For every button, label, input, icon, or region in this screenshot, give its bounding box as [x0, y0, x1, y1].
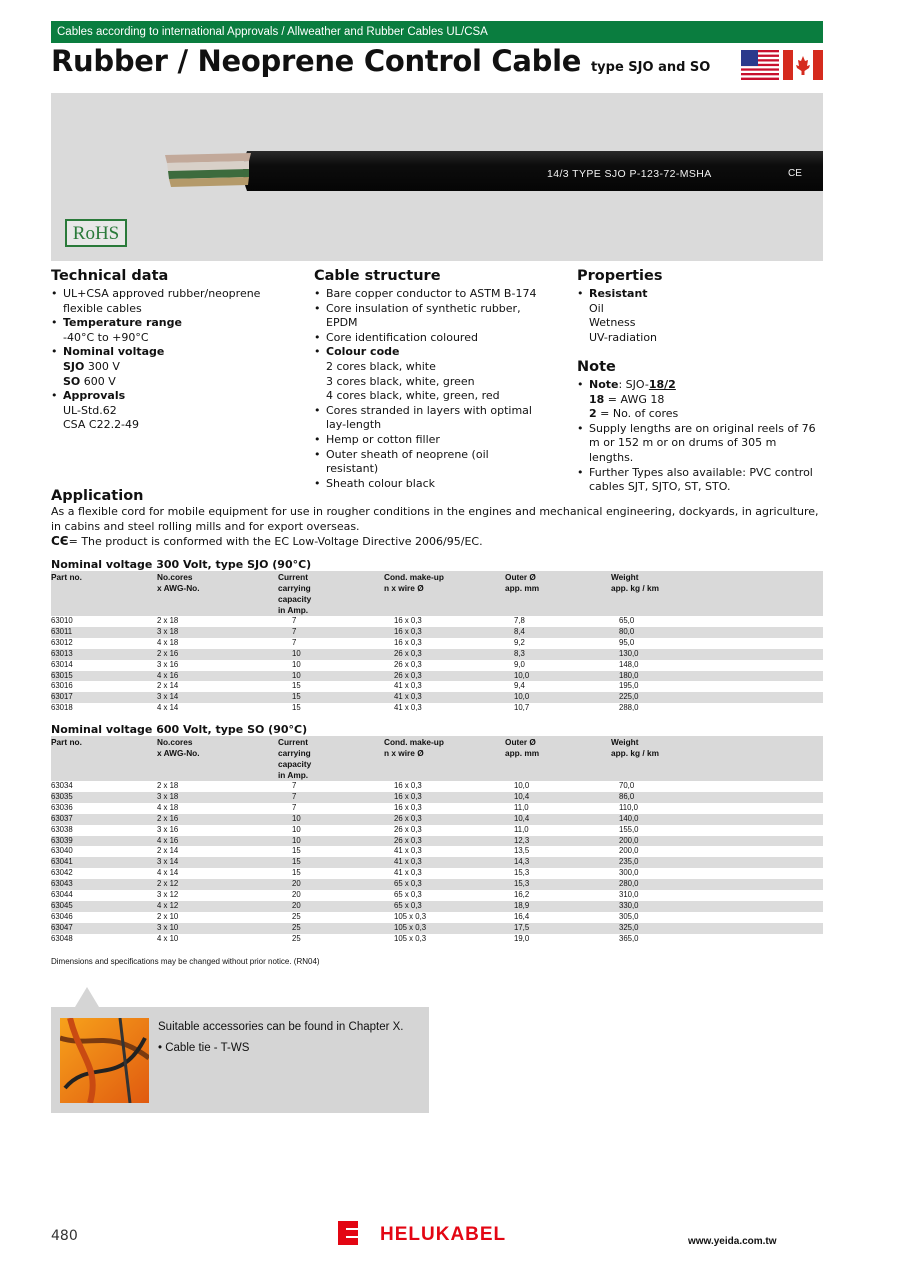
cell-current: 20: [292, 890, 301, 900]
table-600v: [51, 736, 823, 945]
cell-weight: 110,0: [619, 802, 638, 812]
cell-outer-dia: 17,5: [505, 923, 611, 934]
cell-cores: 2 x 14: [157, 846, 179, 856]
cell-current: 15: [278, 857, 384, 868]
cores-text: = No. of cores: [596, 407, 679, 421]
table-300v-section: [51, 558, 823, 714]
colour-code-label: Colour code: [326, 345, 400, 359]
cell-cores: 3 x 18: [157, 792, 278, 803]
cell-conductor: 41 x 0,3: [384, 692, 505, 703]
cell-cores: 3 x 16: [157, 824, 179, 834]
colour-code-line: 4 cores black, white, green, red: [326, 389, 500, 403]
structure-item: • Sheath colour black: [314, 477, 544, 492]
table-header-row: [51, 571, 823, 616]
sjo-label: SJO: [63, 359, 85, 373]
cell-outer-dia: 15,3: [514, 868, 530, 878]
cell-current: 10: [292, 824, 301, 834]
awg-number: 18: [589, 392, 605, 406]
table-600v-title: Nominal voltage 600 Volt, type SO (90°C): [51, 723, 308, 736]
table-row: [51, 879, 823, 890]
cell-part-no: 63045: [51, 901, 157, 912]
cell-current: 10: [278, 814, 384, 825]
cell-part-no: 63036: [51, 802, 73, 812]
cell-cores: 4 x 14: [157, 703, 179, 713]
cell-cores: 4 x 16: [157, 671, 278, 682]
cell-outer-dia: 10,4: [505, 792, 611, 803]
col-outer: Outer Ø app. mm: [505, 571, 611, 616]
table-row: [51, 638, 823, 649]
sjo-value: 300 V: [87, 359, 120, 373]
structure-item: • Cores stranded in layers with optimal lay-length: [314, 404, 544, 433]
cell-part-no: 63013: [51, 649, 157, 660]
awg-text: = AWG 18: [604, 392, 665, 406]
table-row: [51, 660, 823, 671]
col-current: Current carrying capacity in Amp.: [278, 571, 384, 616]
properties-section: [577, 268, 823, 345]
table-row: [51, 825, 823, 836]
resistant-value: Wetness: [589, 316, 636, 330]
cell-cores: 4 x 12: [157, 901, 278, 912]
cell-cores: 3 x 18: [157, 627, 278, 638]
note-cores: [577, 407, 823, 422]
cell-part-no: 63048: [51, 933, 73, 943]
cell-weight: 280,0: [611, 879, 823, 890]
table-row: [51, 627, 823, 638]
table-row: [51, 846, 823, 857]
table-row: [51, 836, 823, 847]
properties-heading: Properties: [577, 268, 663, 284]
cell-cores: 2 x 12: [157, 879, 278, 890]
colour-code-line: 2 cores black, white: [326, 359, 436, 373]
cell-conductor: 16 x 0,3: [384, 627, 505, 638]
cell-current: 25: [292, 933, 301, 943]
structure-item: • Hemp or cotton filler: [314, 433, 544, 448]
structure-heading: Cable structure: [314, 268, 441, 284]
resistant-item: [577, 287, 823, 302]
table-row: [51, 890, 823, 901]
table-row: [51, 857, 823, 868]
table-row: [51, 901, 823, 912]
table-300v-title: Nominal voltage 300 Volt, type SJO (90°C): [51, 558, 312, 571]
cell-current: 20: [278, 901, 384, 912]
cell-conductor: 26 x 0,3: [384, 671, 505, 682]
cell-conductor: 65 x 0,3: [394, 890, 422, 900]
cell-conductor: 41 x 0,3: [394, 703, 422, 713]
cell-weight: 80,0: [611, 627, 823, 638]
table-row: [51, 703, 823, 714]
note-prefix: : SJO-: [618, 378, 649, 391]
cell-part-no: 63041: [51, 857, 157, 868]
cell-outer-dia: 8,4: [505, 627, 611, 638]
cell-part-no: 63015: [51, 671, 157, 682]
cell-current: 25: [278, 923, 384, 934]
cell-cores: 2 x 10: [157, 911, 179, 921]
cell-cores: 4 x 18: [157, 802, 179, 812]
tech-item-temp: [51, 316, 301, 331]
table-row: [51, 671, 823, 682]
note-code: 18/2: [648, 378, 676, 391]
cell-weight: 155,0: [619, 824, 639, 834]
approval-csa: CSA C22.2-49: [63, 418, 140, 432]
cell-cores: 4 x 16: [157, 836, 278, 847]
table-row: [51, 934, 823, 945]
col-part: Part no.: [51, 571, 157, 616]
table-row: [51, 792, 823, 803]
col-part: Part no.: [51, 736, 157, 781]
cell-weight: 65,0: [619, 616, 635, 625]
cell-part-no: 63037: [51, 814, 157, 825]
title-subtitle: type SJO and SO: [590, 60, 711, 75]
cell-outer-dia: 13,5: [514, 846, 530, 856]
cell-outer-dia: 10,7: [514, 703, 530, 713]
note-section: [577, 359, 823, 495]
cell-current: 7: [292, 802, 297, 812]
cell-cores: 2 x 18: [157, 616, 179, 625]
cell-conductor: 105 x 0,3: [394, 933, 427, 943]
note-heading: Note: [577, 359, 616, 375]
flags-icon: [741, 50, 823, 80]
cell-part-no: 63043: [51, 879, 157, 890]
application-heading: Application: [51, 488, 144, 504]
cell-outer-dia: 10,0: [505, 692, 611, 703]
ce-mark-icon: CЄ: [51, 534, 69, 549]
table-row: [51, 923, 823, 934]
note-awg: [577, 393, 823, 408]
cable-ce-mark: CE: [788, 168, 802, 179]
cell-part-no: 63012: [51, 637, 73, 647]
product-image: [51, 93, 823, 261]
callout-pointer: [75, 987, 99, 1007]
cell-weight: 310,0: [619, 890, 639, 900]
brand-name: HELUKABEL: [380, 1224, 507, 1245]
cell-weight: 130,0: [611, 649, 823, 660]
tech-item-approvals: [51, 389, 301, 404]
so-value: 600 V: [83, 374, 116, 388]
cell-outer-dia: 9,0: [514, 659, 525, 669]
cell-conductor: 41 x 0,3: [394, 868, 422, 878]
cell-part-no: 63047: [51, 923, 157, 934]
cell-part-no: 63034: [51, 781, 73, 790]
page-number: 480: [51, 1228, 78, 1244]
cell-part-no: 63040: [51, 846, 73, 856]
cell-weight: 95,0: [619, 637, 635, 647]
cell-part-no: 63046: [51, 911, 73, 921]
further-types-note: • Further Types also available: PVC control cables SJT, SJTO, ST, STO.: [577, 466, 823, 495]
structure-item: • Core insulation of synthetic rubber, EPDM: [314, 302, 544, 331]
cell-current: 10: [278, 649, 384, 660]
cell-part-no: 63044: [51, 890, 73, 900]
accessories-line: Suitable accessories can be found in Chapter X.: [158, 1021, 404, 1033]
cell-cores: 4 x 10: [157, 933, 179, 943]
cell-cores: 4 x 18: [157, 637, 179, 647]
cell-cores: 2 x 16: [157, 814, 278, 825]
cell-conductor: 16 x 0,3: [394, 802, 422, 812]
colour-code-item: [314, 345, 544, 360]
cell-current: 7: [278, 627, 384, 638]
cell-cores: 2 x 18: [157, 781, 179, 790]
cell-conductor: 16 x 0,3: [384, 792, 505, 803]
cell-current: 7: [292, 637, 297, 647]
cell-part-no: 63018: [51, 703, 73, 713]
ce-statement: [51, 534, 827, 550]
cell-conductor: 16 x 0,3: [394, 637, 422, 647]
table-row: [51, 649, 823, 660]
cell-weight: 195,0: [619, 681, 639, 691]
cell-weight: 140,0: [611, 814, 823, 825]
so-label: SO: [63, 374, 81, 388]
table-row: [51, 868, 823, 879]
cell-weight: 330,0: [611, 901, 823, 912]
cell-conductor: 26 x 0,3: [384, 649, 505, 660]
cores-number: 2: [589, 407, 597, 421]
cell-conductor: 41 x 0,3: [394, 846, 422, 856]
cell-outer-dia: 7,8: [514, 616, 525, 625]
rohs-badge: RoHS: [65, 219, 127, 247]
so-voltage: [51, 375, 301, 390]
application-section: [51, 488, 827, 550]
cell-outer-dia: 16,2: [514, 890, 530, 900]
accessories-text: [158, 1017, 403, 1059]
cell-conductor: 26 x 0,3: [384, 836, 505, 847]
application-text: As a flexible cord for mobile equipment for use in rougher conditions in the engines and mechanical engineering, dockyards, in agriculture, in cabins and steel rolling mills and for export overseas.: [51, 505, 819, 533]
cell-outer-dia: 16,4: [514, 911, 530, 921]
structure-item: • Core identification coloured: [314, 331, 544, 346]
cell-current: 15: [292, 846, 301, 856]
cell-weight: 300,0: [619, 868, 639, 878]
cell-part-no: 63039: [51, 836, 157, 847]
cell-current: 10: [278, 836, 384, 847]
cell-outer-dia: 19,0: [514, 933, 530, 943]
table-300v: [51, 571, 823, 714]
cell-part-no: 63042: [51, 868, 73, 878]
accessories-item: • Cable tie - T-WS: [158, 1042, 250, 1054]
voltage-label: Nominal voltage: [63, 345, 165, 359]
table-row: [51, 814, 823, 825]
cell-outer-dia: 12,3: [505, 836, 611, 847]
temp-value: -40°C to +90°C: [63, 330, 149, 344]
table-row: [51, 912, 823, 923]
cell-part-no: 63016: [51, 681, 73, 691]
cell-cores: 3 x 14: [157, 857, 278, 868]
cell-cores: 2 x 14: [157, 681, 179, 691]
table-row: [51, 692, 823, 703]
note-item: [577, 378, 823, 393]
cell-current: 15: [278, 692, 384, 703]
cell-outer-dia: 11,0: [514, 802, 529, 812]
cell-weight: 225,0: [611, 692, 823, 703]
ce-text: = The product is conformed with the EC Low-Voltage Directive 2006/95/EC.: [68, 535, 483, 549]
cell-outer-dia: 11,0: [514, 824, 529, 834]
cell-cores: 3 x 12: [157, 890, 179, 900]
cell-current: 10: [292, 659, 301, 669]
cell-cores: 3 x 10: [157, 923, 278, 934]
cell-current: 15: [292, 703, 301, 713]
cell-outer-dia: 9,2: [514, 637, 525, 647]
cell-outer-dia: 18,9: [505, 901, 611, 912]
structure-item: • Bare copper conductor to ASTM B-174: [314, 287, 544, 302]
cell-cores: 2 x 16: [157, 649, 278, 660]
table-header-row: [51, 736, 823, 781]
cell-weight: 200,0: [611, 836, 823, 847]
temp-label: Temperature range: [63, 316, 182, 330]
breadcrumb-bar: [51, 21, 823, 43]
cell-conductor: 41 x 0,3: [394, 681, 422, 691]
page-title: [51, 44, 710, 78]
cell-conductor: 16 x 0,3: [394, 781, 422, 790]
table-row: [51, 616, 823, 627]
tech-item-approved: • UL+CSA approved rubber/neoprene flexible cables: [51, 287, 301, 316]
col-weight: Weight app. kg / km: [611, 736, 823, 781]
cell-current: 15: [292, 681, 301, 691]
table-600v-section: [51, 723, 823, 945]
cell-part-no: 63035: [51, 792, 157, 803]
approval-ul: UL-Std.62: [63, 403, 117, 417]
cell-part-no: 63038: [51, 824, 73, 834]
helukabel-logo: [338, 1221, 538, 1245]
website-url: www.yeida.com.tw: [688, 1236, 777, 1247]
col-current: Current carrying capacity in Amp.: [278, 736, 384, 781]
cell-outer-dia: 8,3: [505, 649, 611, 660]
cable-structure-section: [314, 268, 544, 491]
sjo-voltage: [51, 360, 301, 375]
cell-weight: 180,0: [611, 671, 823, 682]
cell-current: 20: [278, 879, 384, 890]
cell-outer-dia: 10,4: [505, 814, 611, 825]
colour-code-line: 3 cores black, white, green: [326, 374, 475, 388]
cell-cores: 3 x 16: [157, 659, 179, 669]
note-label: Note: [589, 378, 619, 391]
cell-weight: 148,0: [619, 659, 639, 669]
cell-weight: 365,0: [619, 933, 639, 943]
technical-heading: Technical data: [51, 268, 169, 284]
col-conductor: Cond. make-up n x wire Ø: [384, 736, 505, 781]
cell-current: 7: [292, 781, 297, 790]
cell-conductor: 41 x 0,3: [384, 857, 505, 868]
col-weight: Weight app. kg / km: [611, 571, 823, 616]
cell-current: 15: [292, 868, 301, 878]
structure-item: • Outer sheath of neoprene (oil resistant): [314, 448, 544, 477]
cell-current: 7: [278, 792, 384, 803]
cell-weight: 200,0: [619, 846, 639, 856]
resistant-value: UV-radiation: [589, 330, 658, 344]
cell-part-no: 63017: [51, 692, 157, 703]
canada-flag-icon: [783, 50, 823, 80]
supply-note: • Supply lengths are on original reels of 76 m or 152 m or on drums of 305 m lengths.: [577, 422, 823, 466]
cell-conductor: 105 x 0,3: [394, 911, 427, 921]
col-conductor: Cond. make-up n x wire Ø: [384, 571, 505, 616]
cell-part-no: 63011: [51, 627, 157, 638]
cell-outer-dia: 10,0: [505, 671, 611, 682]
cell-cores: 3 x 14: [157, 692, 278, 703]
cell-conductor: 26 x 0,3: [384, 814, 505, 825]
tech-item-voltage: [51, 345, 301, 360]
cell-outer-dia: 10,0: [514, 781, 530, 790]
cell-weight: 288,0: [619, 703, 639, 713]
cell-current: 7: [292, 616, 297, 625]
table-row: [51, 803, 823, 814]
cable-tie-image: [60, 1018, 149, 1103]
title-text: Rubber / Neoprene Control Cable: [51, 44, 582, 78]
cell-conductor: 105 x 0,3: [384, 923, 505, 934]
cell-current: 25: [292, 911, 301, 921]
resistant-label: Resistant: [589, 287, 648, 300]
cell-part-no: 63010: [51, 616, 73, 625]
col-outer: Outer Ø app. mm: [505, 736, 611, 781]
cell-part-no: 63014: [51, 659, 73, 669]
approvals-label: Approvals: [63, 389, 126, 403]
cell-outer-dia: 14,3: [505, 857, 611, 868]
col-cores: No.cores x AWG-No.: [157, 736, 278, 781]
cell-weight: 70,0: [619, 781, 635, 790]
cell-conductor: 26 x 0,3: [394, 824, 422, 834]
col-cores: No.cores x AWG-No.: [157, 571, 278, 616]
cell-outer-dia: 15,3: [505, 879, 611, 890]
breadcrumb: Cables according to international Approvals / Allweather and Rubber Cables UL/CSA: [57, 26, 488, 38]
cell-weight: 235,0: [611, 857, 823, 868]
table-row: [51, 681, 823, 692]
cell-conductor: 26 x 0,3: [394, 659, 422, 669]
footnote: Dimensions and specifications may be changed without prior notice. (RN04): [51, 957, 320, 966]
cell-conductor: 16 x 0,3: [394, 616, 422, 625]
cell-weight: 305,0: [619, 911, 639, 921]
cell-weight: 325,0: [611, 923, 823, 934]
table-row: [51, 781, 823, 792]
cable-print-text: 14/3 TYPE SJO P-123-72-MSHA: [547, 168, 712, 180]
us-flag-icon: [741, 50, 779, 80]
technical-data-section: [51, 268, 301, 433]
resistant-value: Oil: [589, 301, 604, 315]
cell-conductor: 65 x 0,3: [384, 901, 505, 912]
cell-cores: 4 x 14: [157, 868, 179, 878]
cell-conductor: 65 x 0,3: [384, 879, 505, 890]
cell-outer-dia: 9,4: [514, 681, 525, 691]
cell-current: 10: [278, 671, 384, 682]
cell-weight: 86,0: [611, 792, 823, 803]
